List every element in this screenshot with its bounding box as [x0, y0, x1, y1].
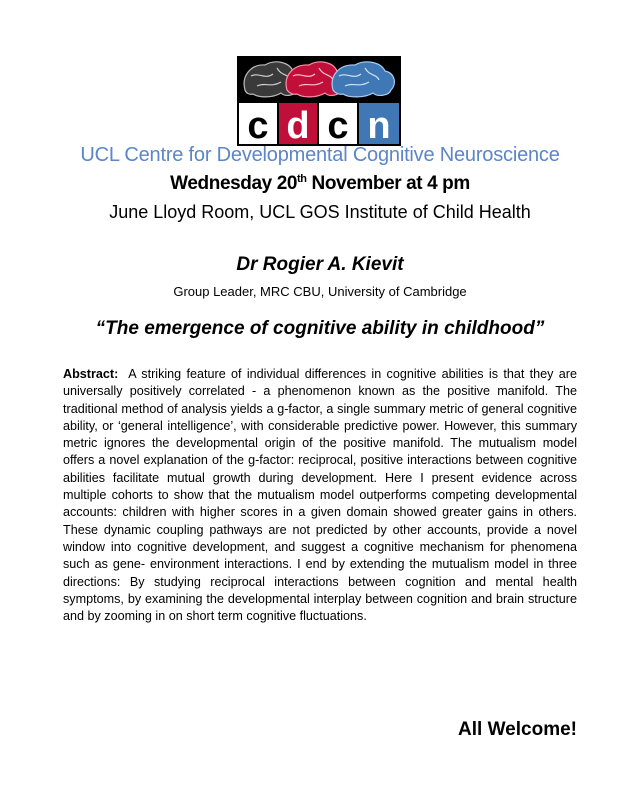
date-ordinal: th — [297, 173, 307, 185]
cdcn-logo — [237, 56, 401, 146]
svg-text:d: d — [286, 105, 310, 146]
all-welcome: All Welcome! — [458, 719, 577, 740]
abstract-paragraph — [63, 366, 577, 625]
event-date — [0, 173, 640, 195]
date-prefix: Wednesday 20 — [170, 173, 298, 194]
talk-title: “The emergence of cognitive ability in childhood” — [95, 318, 545, 339]
abstract-label: Abstract: — [63, 367, 119, 381]
date-suffix: November at 4 pm — [306, 173, 470, 194]
organization-name: UCL Centre for Developmental Cognitive Neuroscience — [80, 144, 560, 166]
speaker-affiliation: Group Leader, MRC CBU, University of Cambridge — [173, 284, 467, 299]
speaker-name: Dr Rogier A. Kievit — [236, 254, 404, 275]
svg-text:c: c — [247, 105, 269, 146]
svg-text:n: n — [367, 105, 391, 146]
abstract-text: A striking feature of individual differences in cognitive abilities is that they are universally positively correlated - a phenomenon known as the positive manifold. The traditional method of analysis yields a g-factor, a single summary metric of general cognitive ability, or ‘general intelligence’, with considerable predictive power. However, this summary metric ignores the developmental origin of the positive manifold. The mutualism model offers a novel explanation of the g-factor: reciprocal, positive interactions between cognitive abilities facilitate mutual growth during development. Here I present evidence across multiple cohorts to show that the mutualism model outperforms competing developmental accounts: children with higher scores in a given domain showed greater gains in others. These dynamic coupling pathways are not predicted by other accounts, provide a novel window into cognitive development, and suggest a cognitive mechanism for phenomena such as gene- environment interactions. I end by extending the mutualism model in three directions: By studying reciprocal interactions between cognition and mental health symptoms, by examining the developmental interplay between cognition and brain structure and by zooming in on short term cognitive fluctuations. — [63, 367, 577, 624]
svg-text:c: c — [327, 105, 349, 146]
brain-logo-icon — [237, 56, 401, 146]
event-venue: June Lloyd Room, UCL GOS Institute of Child Health — [109, 202, 531, 222]
